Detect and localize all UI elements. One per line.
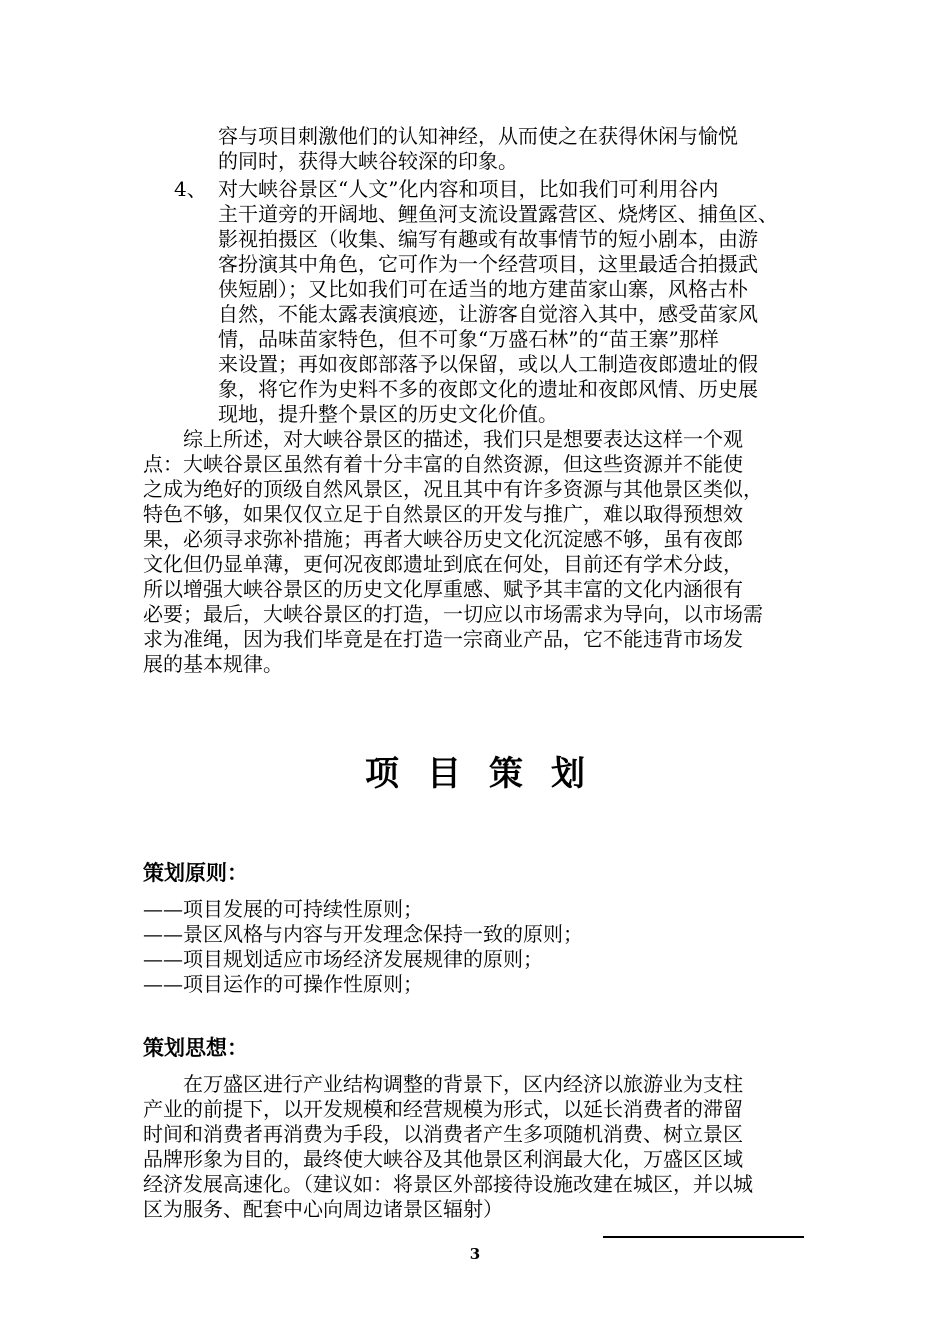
- item4-line-5: 侠短剧）；又比如我们可在适当的地方建苗家山寨，风格古朴: [218, 277, 748, 301]
- item4-line-6: 自然，不能太露表演痕迹，让游客自觉溶入其中，感受苗家风: [218, 302, 758, 326]
- summary-line-3: 之成为绝好的顶级自然风景区，况且其中有许多资源与其他景区类似，: [143, 477, 763, 501]
- thinking-line-4: 品牌形象为目的，最终使大峡谷及其他景区利润最大化，万盛区区域: [143, 1147, 743, 1171]
- principles-heading: 策划原则：: [143, 861, 248, 885]
- continuation-line-2: 的同时，获得大峡谷较深的印象。: [218, 149, 518, 173]
- item4-line-7: 情，品味苗家特色，但不可象“万盛石林”的“苗王寨”那样: [218, 327, 719, 351]
- thinking-heading: 策划思想：: [143, 1036, 248, 1060]
- principle-item: ——项目发展的可持续性原则；: [143, 897, 423, 921]
- summary-line-10: 展的基本规律。: [143, 652, 283, 676]
- page-number: 3: [469, 1245, 481, 1263]
- summary-line-8: 必要；最后，大峡谷景区的打造，一切应以市场需求为导向，以市场需: [143, 602, 763, 626]
- continuation-line-1: 容与项目刺激他们的认知神经，从而使之在获得休闲与愉悦: [218, 124, 738, 148]
- item4-line-1: 对大峡谷景区“人文”化内容和项目，比如我们可利用谷内: [218, 177, 719, 201]
- principle-item: ——项目规划适应市场经济发展规律的原则；: [143, 947, 543, 971]
- thinking-line-3: 时间和消费者再消费为手段，以消费者产生多项随机消费、树立景区: [143, 1122, 743, 1146]
- item4-line-2: 主干道旁的开阔地、鲤鱼河支流设置露营区、烧烤区、捕鱼区、: [218, 202, 778, 226]
- summary-line-9: 求为准绳，因为我们毕竟是在打造一宗商业产品，它不能违背市场发: [143, 627, 743, 651]
- item-number: 4、: [174, 177, 207, 201]
- principle-item: ——景区风格与内容与开发理念保持一致的原则；: [143, 922, 583, 946]
- item4-line-4: 客扮演其中角色，它可作为一个经营项目，这里最适合拍摄武: [218, 252, 758, 276]
- footer-rule: [603, 1236, 804, 1238]
- item4-line-3: 影视拍摄区（收集、编写有趣或有故事情节的短小剧本，由游: [218, 227, 758, 251]
- summary-line-6: 文化但仍显单薄，更何况夜郎遗址到底在何处，目前还有学术分歧，: [143, 552, 743, 576]
- thinking-line-2: 产业的前提下，以开发规模和经营规模为形式，以延长消费者的滞留: [143, 1097, 743, 1121]
- thinking-line-5: 经济发展高速化。（建议如：将景区外部接待设施改建在城区，并以城: [143, 1172, 753, 1196]
- principle-item: ——项目运作的可操作性原则；: [143, 972, 423, 996]
- thinking-line-1: 在万盛区进行产业结构调整的背景下，区内经济以旅游业为支柱: [143, 1072, 743, 1096]
- thinking-line-6: 区为服务、配套中心向周边诸景区辐射）: [143, 1197, 503, 1221]
- summary-line-2: 点：大峡谷景区虽然有着十分丰富的自然资源，但这些资源并不能使: [143, 452, 743, 476]
- summary-line-1: 综上所述，对大峡谷景区的描述，我们只是想要表达这样一个观: [143, 427, 743, 451]
- item4-line-10: 现地，提升整个景区的历史文化价值。: [218, 402, 558, 426]
- summary-line-5: 果，必须寻求弥补措施；再者大峡谷历史文化沉淀感不够，虽有夜郎: [143, 527, 743, 551]
- summary-line-4: 特色不够，如果仅仅立足于自然景区的开发与推广，难以取得预想效: [143, 502, 743, 526]
- summary-line-7: 所以增强大峡谷景区的历史文化厚重感、赋予其丰富的文化内涵很有: [143, 577, 743, 601]
- item4-line-9: 象，将它作为史料不多的夜郎文化的遗址和夜郎风情、历史展: [218, 377, 758, 401]
- section-title: 项目策划: [365, 754, 613, 794]
- item4-line-8: 来设置；再如夜郎部落予以保留，或以人工制造夜郎遗址的假: [218, 352, 758, 376]
